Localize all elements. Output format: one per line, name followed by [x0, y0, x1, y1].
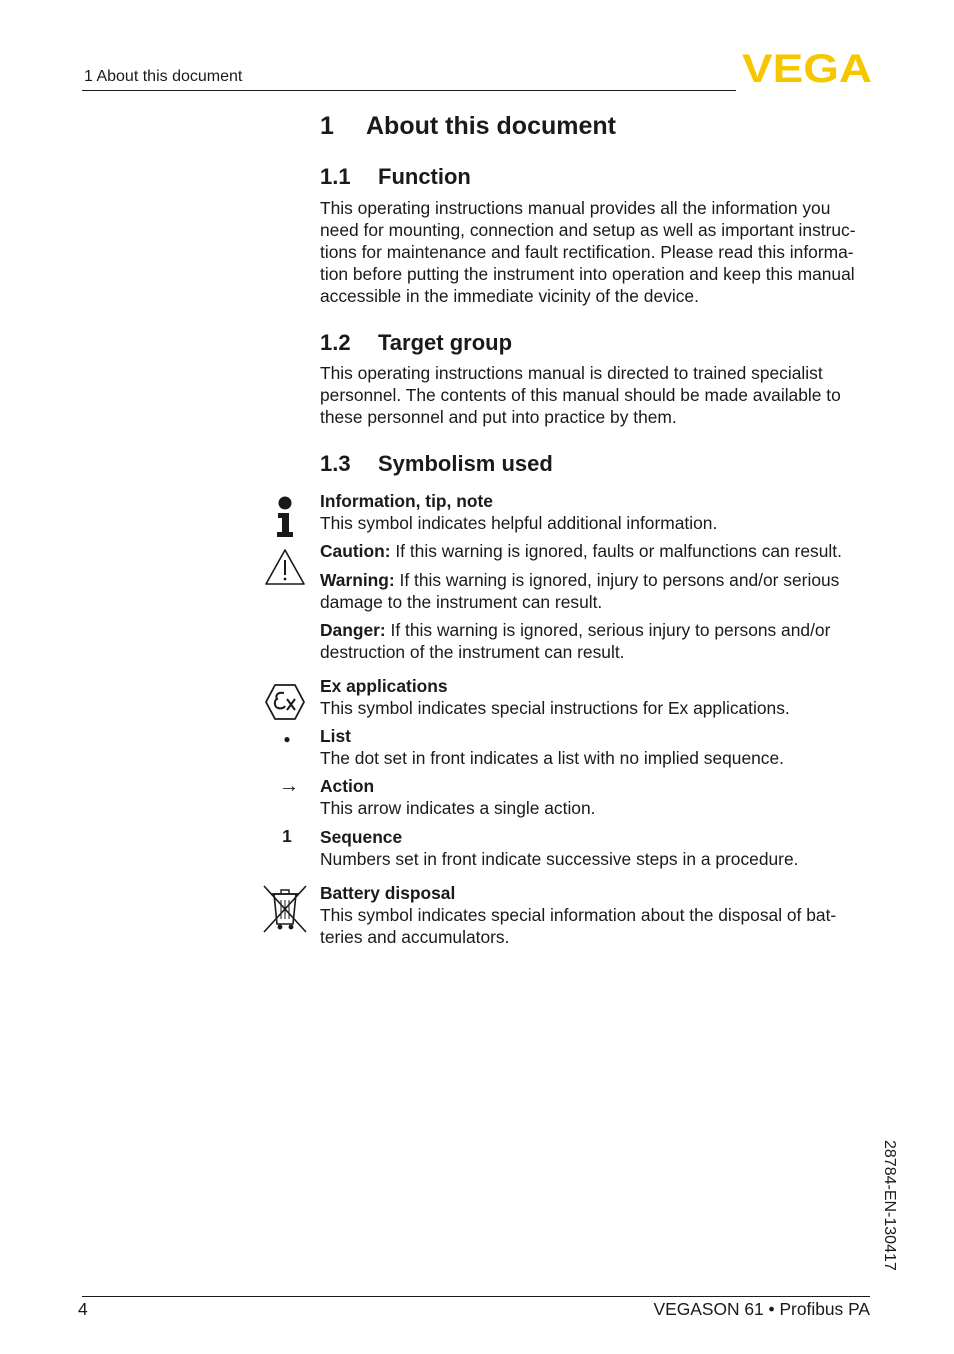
list-bullet-icon: ● — [283, 732, 291, 746]
danger-label: Danger: — [320, 620, 386, 640]
section-number: 1.2 — [320, 330, 351, 355]
text-line: personnel. The contents of this manual should be made available to — [320, 385, 841, 405]
section-title: Function — [378, 164, 471, 189]
document-code: 28784-EN-130417 — [881, 1140, 898, 1271]
warning-text: damage to the instrument can result. — [320, 592, 603, 612]
text-line: tion before putting the instrument into operation and keep this manual — [320, 264, 855, 284]
sequence-entry — [320, 826, 876, 870]
section-heading-symbolism — [320, 451, 553, 477]
product-name: VEGASON 61 • Profibus PA — [653, 1299, 870, 1319]
section-number: 1.1 — [320, 164, 351, 189]
info-entry — [320, 490, 876, 534]
list-title: List — [320, 726, 351, 746]
logo-text: VEGA — [742, 50, 872, 84]
info-text: This symbol indicates helpful additional information. — [320, 513, 718, 533]
text-line: tions for maintenance and fault rectification. Please read this informa- — [320, 242, 854, 262]
ex-entry — [320, 675, 876, 719]
text-line: need for mounting, connection and setup as well as important instruc- — [320, 220, 856, 240]
list-text: The dot set in front indicates a list with no implied sequence. — [320, 748, 785, 768]
warning-text: If this warning is ignored, injury to persons and/or serious — [394, 570, 840, 590]
running-header: 1 About this document — [84, 68, 243, 85]
section-title: Target group — [378, 330, 513, 355]
chapter-title-text: About this document — [366, 112, 616, 140]
target-group-paragraph — [320, 362, 876, 428]
caution-label: Caution: — [320, 541, 391, 561]
text-line: This operating instructions manual provides all the information you — [320, 198, 831, 218]
warning-triangle-icon — [264, 548, 306, 586]
section-number: 1.3 — [320, 451, 351, 476]
battery-title: Battery disposal — [320, 883, 456, 903]
ex-title: Ex applications — [320, 676, 448, 696]
info-title: Information, tip, note — [320, 491, 493, 511]
text-line: This operating instructions manual is directed to trained specialist — [320, 363, 823, 383]
sequence-number-icon: 1 — [282, 826, 292, 846]
chapter-title — [320, 112, 616, 141]
list-entry — [320, 725, 876, 769]
info-icon — [274, 496, 296, 538]
battery-text: This symbol indicates special information about the disposal of bat- — [320, 905, 837, 925]
crossed-bin-icon — [262, 884, 308, 934]
text-line: these personnel and put into practice by them. — [320, 407, 677, 427]
section-heading-function — [320, 164, 471, 190]
danger-text: If this warning is ignored, serious injury to persons and/or — [385, 620, 831, 640]
header-rule — [82, 90, 736, 91]
warning-entry — [320, 569, 876, 613]
ex-text: This symbol indicates special instructions for Ex applications. — [320, 698, 790, 718]
action-entry — [320, 775, 876, 819]
vega-logo — [742, 50, 872, 84]
warning-label: Warning: — [320, 570, 395, 590]
text-line: accessible in the immediate vicinity of the device. — [320, 286, 699, 306]
section-heading-target-group — [320, 330, 512, 356]
chapter-number: 1 — [320, 112, 334, 140]
danger-entry — [320, 619, 876, 663]
footer-rule — [82, 1296, 870, 1297]
action-text: This arrow indicates a single action. — [320, 798, 596, 818]
caution-text: If this warning is ignored, faults or malfunctions can result. — [390, 541, 842, 561]
battery-text: teries and accumulators. — [320, 927, 510, 947]
function-paragraph — [320, 197, 876, 307]
action-arrow-icon: → — [279, 775, 299, 797]
action-title: Action — [320, 776, 375, 796]
section-title: Symbolism used — [378, 451, 553, 476]
battery-entry — [320, 882, 876, 948]
sequence-text: Numbers set in front indicate successive steps in a procedure. — [320, 849, 799, 869]
caution-entry — [320, 540, 876, 562]
danger-text: destruction of the instrument can result. — [320, 642, 625, 662]
page-number: 4 — [78, 1299, 88, 1319]
ex-hexagon-icon — [264, 683, 306, 721]
sequence-title: Sequence — [320, 827, 403, 847]
